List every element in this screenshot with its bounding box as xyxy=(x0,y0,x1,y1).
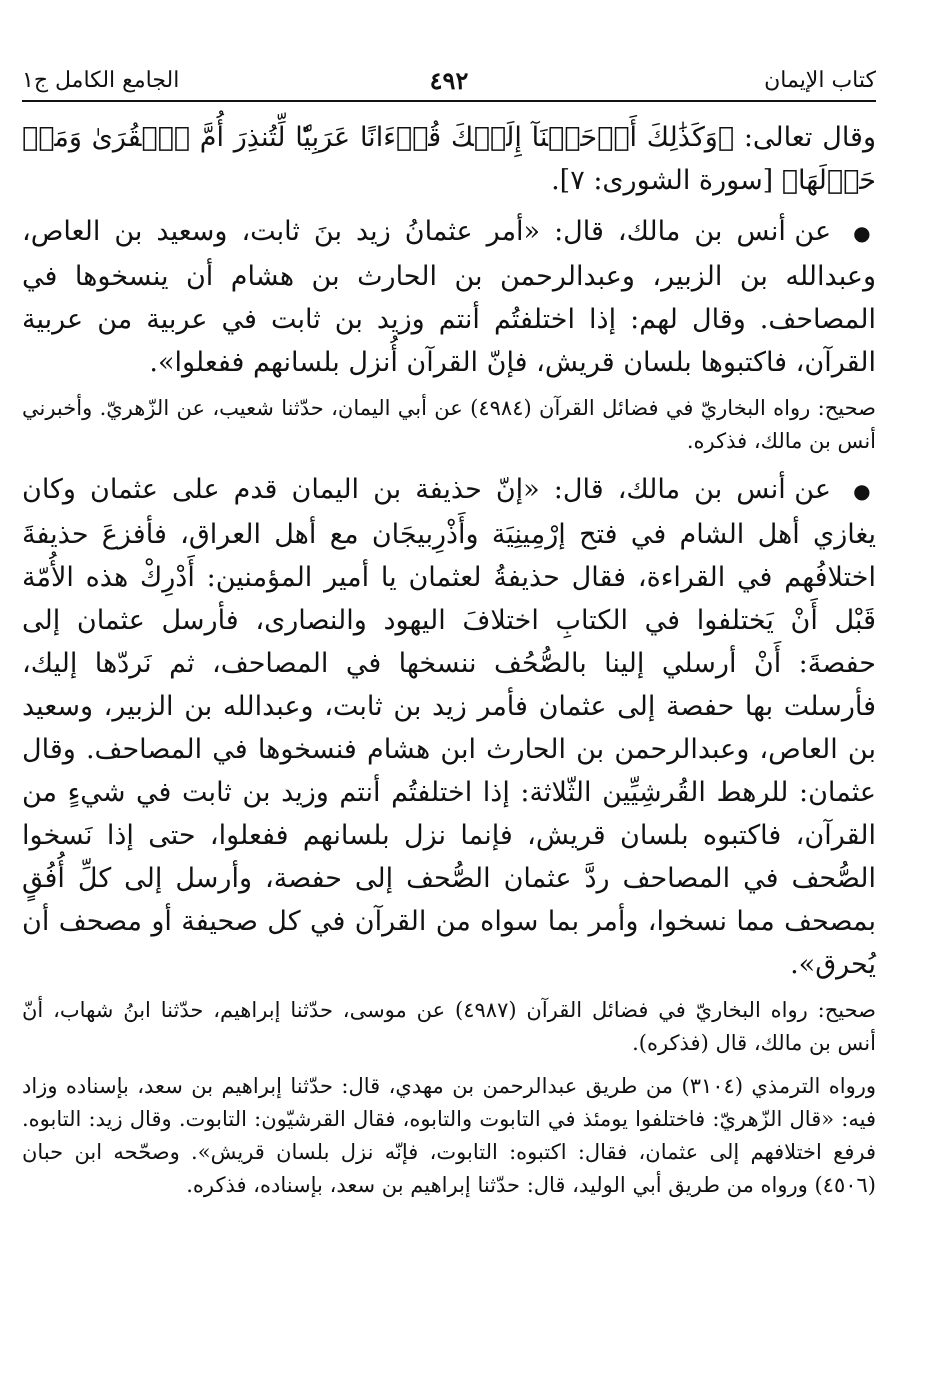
hadith-paragraph xyxy=(22,468,876,986)
bullet-icon: ● xyxy=(853,479,877,503)
takhrij-note xyxy=(22,994,876,1060)
paragraph-text: عن أنس بن مالك، قال: «إنّ حذيفة بن اليمان قدم على عثمان وكان يغازي أهل الشام في فتح إرْمِينِيَة وأَذْرِبيجَان مع أهل العراق، فأفزعَ حذيفةَ اختلافُهم في القراءة، فقال حذيفةُ لعثمان يا أمير المؤمنين: أَدْرِكْ هذه الأُمّة قَبْل أَنْ يَختلفوا في الكتابِ اختلافَ اليهود والنصارى، فأرسل عثمان إلى حفصةَ: أَنْ أرسلي إلينا بالصُّحُف ننسخها في المصاحف، ثم نَردّها إليك، فأرسلت بها حفصة إلى عثمان فأمر زيد بن ثابت، وعبدالله بن الزبير، وسعيد بن العاص، وعبدالرحمن بن الحارث ابن هشام فنسخوها في المصاحف. وقال عثمان: للرهط القُرشِيِّين الثّلاثة: إذا اختلفتُم أنتم وزيد بن ثابت في شيءٍ من القرآن، فاكتبوه بلسان قريش، فإنما نزل بلسانهم ففعلوا، حتى إذا نَسخوا الصُّحف في المصاحف ردَّ عثمان الصُّحف إلى حفصة، وأرسل إلى كلِّ أُفُقٍ بمصحف مما نسخوا، وأمر بما سواه من القرآن في كل صحيفة أو مصحف أن يُحرق». xyxy=(22,474,876,980)
note-text: ورواه الترمذي (٣١٠٤) من طريق عبدالرحمن بن مهدي، قال: حدّثنا إبراهيم بن سعد، بإسناده وزاد فيه: «قال الزّهريّ: فاختلفوا يومئذ في التابوت والتابوه، فقال القرشيّون: التابوت. وقال زيد: التابوه. فرفع اختلافهم إلى عثمان، فقال: اكتبوه: التابوت، فإنّه نزل بلسان قريش». وصحّحه ابن حبان (٤٥٠٦) ورواه من طريق أبي الوليد، قال: حدّثنا إبراهيم بن سعد، بإسناده، فذكره. xyxy=(22,1074,876,1197)
document-page xyxy=(22,60,876,1373)
note-text: صحيح: رواه البخاريّ في فضائل القرآن (٤٩٨٧) عن موسى، حدّثنا إبراهيم، حدّثنا ابنُ شهاب، أنّ أنس بن مالك، قال (فذكره). xyxy=(22,998,876,1055)
running-title: الجامع الكامل ج١ xyxy=(22,68,180,93)
paragraph-text: عن أنس بن مالك، قال: «أمر عثمانُ زيد بنَ ثابت، وسعيد بن العاص، وعبدالله بن الزبير، وعبدالرحمن بن الحارث بن هشام أن ينسخوها في المصاحف. وقال لهم: إذا اختلفتُم أنتم وزيد بن ثابت في عربية من عربية القرآن، فاكتبوها بلسان قريش، فإنّ القرآن أُنزل بلسانهم ففعلوا». xyxy=(22,216,876,378)
verse-paragraph xyxy=(22,116,876,202)
bullet-icon: ● xyxy=(853,221,876,245)
hadith-paragraph xyxy=(22,210,876,384)
page-header xyxy=(22,60,876,102)
takhrij-note xyxy=(22,392,876,458)
paragraph-text: وقال تعالى: ﴿وَكَذَٰلِكَ أَوۡحَيۡنَآ إِلَيۡكَ قُرۡءَانًا عَرَبِيّٗا لِّتُنذِرَ أُمَّ ٱلۡقُرَىٰ وَمَنۡ حَوۡلَهَا﴾ [سورة الشورى: ٧]. xyxy=(22,122,876,196)
takhrij-note xyxy=(22,1070,876,1202)
book-title: كتاب الإيمان xyxy=(764,68,876,93)
page-content xyxy=(22,116,876,1202)
note-text: صحيح: رواه البخاريّ في فضائل القرآن (٤٩٨٤) عن أبي اليمان، حدّثنا شعيب، عن الزّهريّ. وأخبرني أنس بن مالك، فذكره. xyxy=(22,396,876,453)
page-number: ٤٩٢ xyxy=(429,66,469,95)
